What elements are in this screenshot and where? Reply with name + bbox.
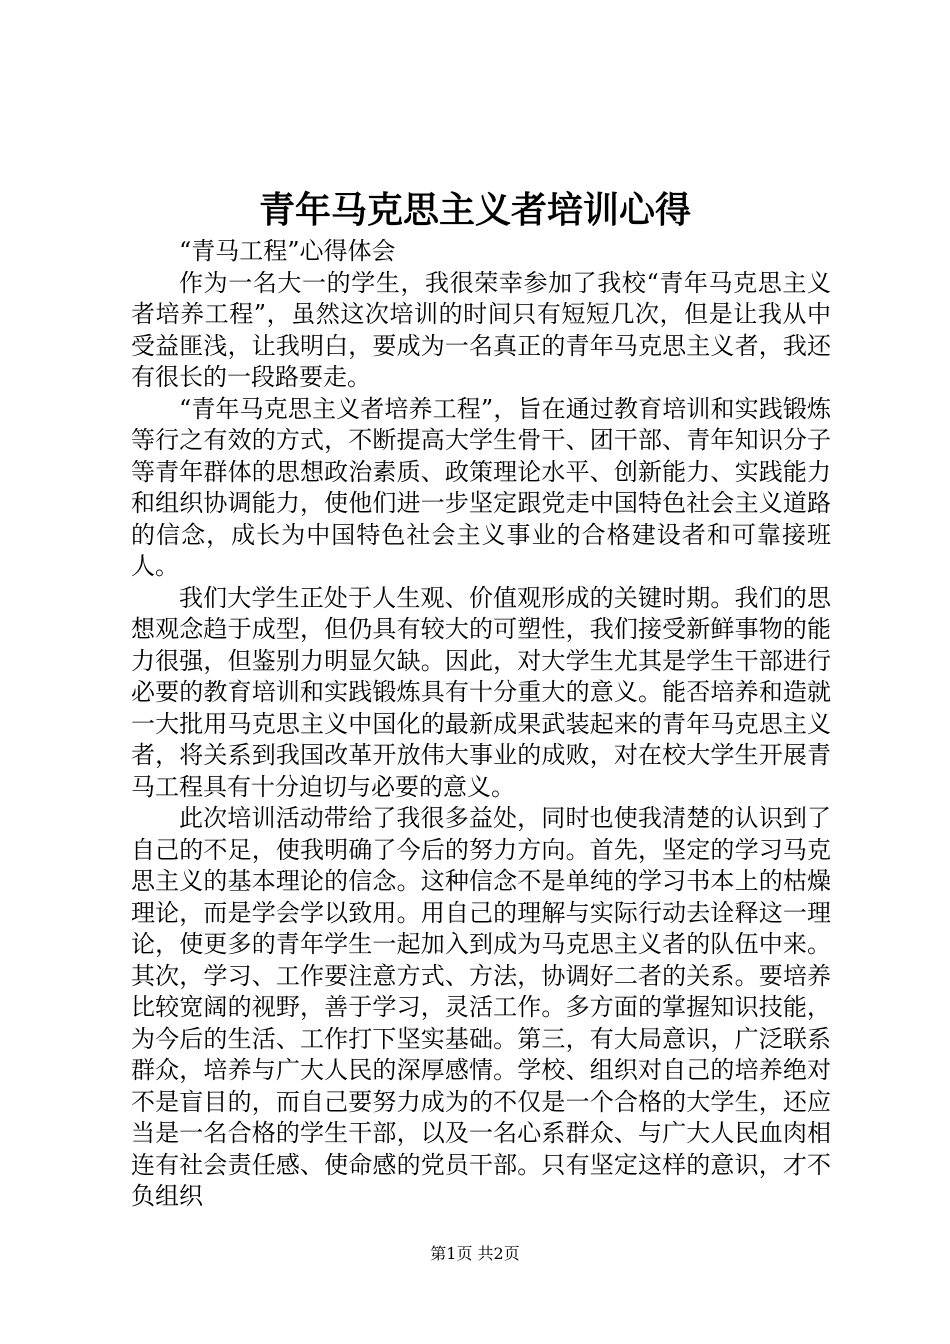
page-number-footer: 第1页 共2页 (430, 1244, 520, 1263)
body-paragraph: 我们大学生正处于人生观、价值观形成的关键时期。我们的思想观念趋于成型，但仍具有较大的可塑性，我们接受新鲜事物的能力很强，但鉴别力明显欠缺。因此，对大学生尤其是学生干部进行必要的教育培训和实践锻炼具有十分重大的意义。能否培养和造就一大批用马克思主义中国化的最新成果武装起来的青年马克思主义者，将关系到我国改革开放伟大事业的成败，对在校大学生开展青马工程具有十分迫切与必要的意义。 (131, 583, 831, 801)
document-body (131, 236, 831, 1213)
document-title: 青年马克思主义者培训心得 (258, 189, 691, 231)
body-paragraph: 作为一名大一的学生，我很荣幸参加了我校“青年马克思主义者培养工程”，虽然这次培训的时间只有短短几次，但是让我从中受益匪浅，让我明白，要成为一名真正的青年马克思主义者，我还有很长的一段路要走。 (131, 268, 831, 391)
body-paragraph: 此次培训活动带给了我很多益处，同时也使我清楚的认识到了自己的不足，使我明确了今后的努力方向。首先，坚定的学习马克思主义的基本理论的信念。这种信念不是单纯的学习书本上的枯燥理论，而是学会学以致用。用自己的理解与实际行动去诠释这一理论，使更多的青年学生一起加入到成为马克思主义者的队伍中来。其次，学习、工作要注意方式、方法，协调好二者的关系。要培养比较宽阔的视野，善于学习，灵活工作。多方面的掌握知识技能，为今后的生活、工作打下坚实基础。第三，有大局意识，广泛联系群众，培养与广大人民的深厚感情。学校、组织对自己的培养绝对不是盲目的，而自己要努力成为的不仅是一个合格的大学生，还应当是一名合格的学生干部，以及一名心系群众、与广大人民血肉相连有社会责任感、使命感的党员干部。只有坚定这样的意识，才不负组织 (131, 804, 831, 1210)
subtitle-paragraph: “青马工程”心得体会 (179, 237, 396, 265)
body-paragraph: “青年马克思主义者培养工程”，旨在通过教育培训和实践锻炼等行之有效的方式，不断提高大学生骨干、团干部、青年知识分子等青年群体的思想政治素质、政策理论水平、创新能力、实践能力和组织协调能力，使他们进一步坚定跟党走中国特色社会主义道路的信念，成长为中国特色社会主义事业的合格建设者和可靠接班人。 (131, 394, 831, 580)
